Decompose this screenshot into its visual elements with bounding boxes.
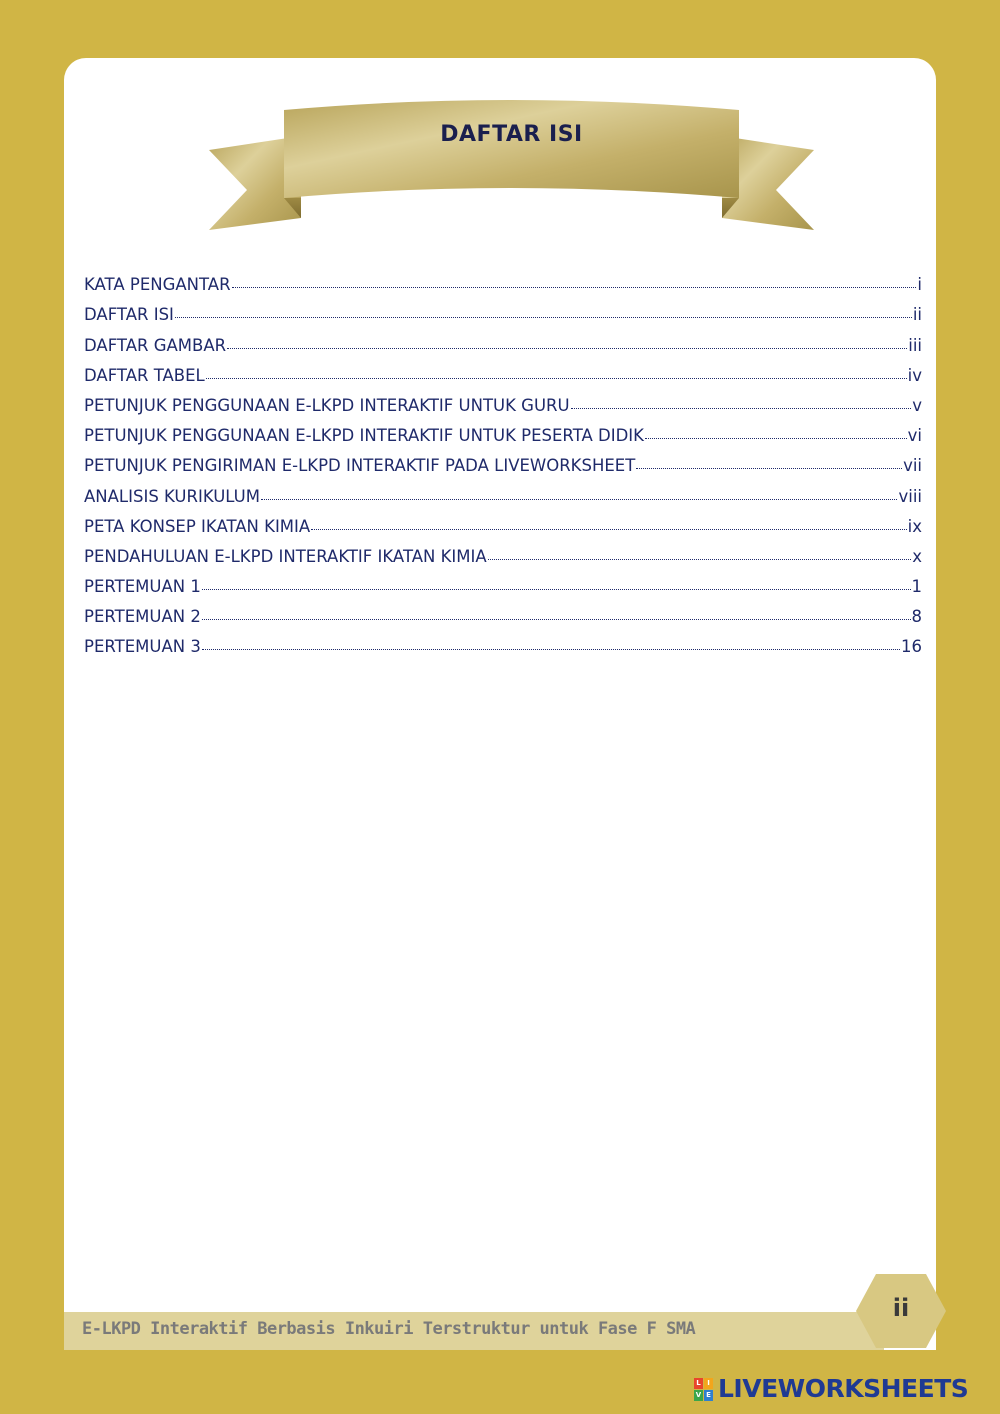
toc-entry-label: PERTEMUAN 1: [84, 577, 201, 597]
toc-entry-label: PERTEMUAN 3: [84, 637, 201, 657]
toc-entry-label: ANALISIS KURIKULUM: [84, 486, 260, 506]
toc-entry[interactable]: [84, 445, 922, 475]
toc-entry[interactable]: [84, 596, 922, 626]
toc-leader-dots: [202, 619, 911, 620]
page-title: DAFTAR ISI: [440, 122, 583, 147]
toc-entry[interactable]: [84, 475, 922, 505]
toc-entry-page: viii: [898, 486, 922, 506]
toc-entry-label: PERTEMUAN 2: [84, 607, 201, 627]
toc-entry-page: ii: [912, 305, 922, 325]
toc-entry-label: DAFTAR ISI: [84, 305, 174, 325]
table-of-contents: [84, 264, 922, 656]
toc-leader-dots: [488, 559, 912, 560]
toc-entry[interactable]: [84, 626, 922, 656]
toc-entry[interactable]: [84, 566, 922, 596]
liveworksheets-logo[interactable]: [694, 1376, 990, 1404]
toc-entry-page: 8: [911, 607, 922, 627]
toc-entry[interactable]: [84, 294, 922, 324]
page-number: ii: [892, 1294, 910, 1322]
toc-leader-dots: [206, 378, 907, 379]
toc-entry-page: x: [912, 546, 922, 566]
toc-entry[interactable]: [84, 264, 922, 294]
toc-entry[interactable]: [84, 506, 922, 536]
toc-leader-dots: [175, 317, 912, 318]
toc-leader-dots: [571, 408, 912, 409]
toc-entry-page: ix: [907, 516, 922, 536]
toc-leader-dots: [202, 589, 911, 590]
toc-entry-page: iii: [908, 335, 922, 355]
toc-entry-page: v: [912, 395, 922, 415]
toc-entry[interactable]: [84, 536, 922, 566]
footer-text: E-LKPD Interaktif Berbasis Inkuiri Terstruktur untuk Fase F SMA: [82, 1319, 696, 1339]
toc-leader-dots: [645, 438, 907, 439]
toc-entry-label: KATA PENGANTAR: [84, 275, 231, 295]
toc-entry-label: DAFTAR TABEL: [84, 365, 205, 385]
toc-entry-page: vii: [903, 456, 922, 476]
toc-entry-page: 16: [901, 637, 922, 657]
toc-entry-label: PETA KONSEP IKATAN KIMIA: [84, 516, 311, 536]
toc-entry-label: PETUNJUK PENGGUNAAN E-LKPD INTERAKTIF UNTUK PESERTA DIDIK: [84, 426, 644, 446]
title-ribbon: [209, 98, 814, 233]
toc-entry-page: iv: [907, 365, 922, 385]
toc-entry-page: 1: [911, 577, 922, 597]
toc-leader-dots: [636, 468, 902, 469]
toc-leader-dots: [232, 287, 917, 288]
toc-entry[interactable]: [84, 324, 922, 354]
toc-entry-label: DAFTAR GAMBAR: [84, 335, 227, 355]
toc-entry-page: vi: [907, 426, 922, 446]
document-page: [64, 58, 936, 1350]
liveworksheets-logo-icon: L I V E: [694, 1378, 714, 1402]
toc-entry-label: PETUNJUK PENGIRIMAN E-LKPD INTERAKTIF PADA LIVEWORKSHEET: [84, 456, 636, 476]
toc-entry[interactable]: [84, 355, 922, 385]
liveworksheets-logo-text: LIVEWORKSHEETS: [718, 1374, 969, 1403]
toc-entry-page: i: [917, 275, 922, 295]
toc-entry[interactable]: [84, 415, 922, 445]
toc-leader-dots: [261, 499, 898, 500]
toc-leader-dots: [202, 649, 900, 650]
toc-entry-label: PETUNJUK PENGGUNAAN E-LKPD INTERAKTIF UNTUK GURU: [84, 395, 570, 415]
toc-leader-dots: [227, 348, 907, 349]
toc-leader-dots: [311, 529, 906, 530]
toc-entry-label: PENDAHULUAN E-LKPD INTERAKTIF IKATAN KIMIA: [84, 546, 487, 566]
toc-entry[interactable]: [84, 385, 922, 415]
